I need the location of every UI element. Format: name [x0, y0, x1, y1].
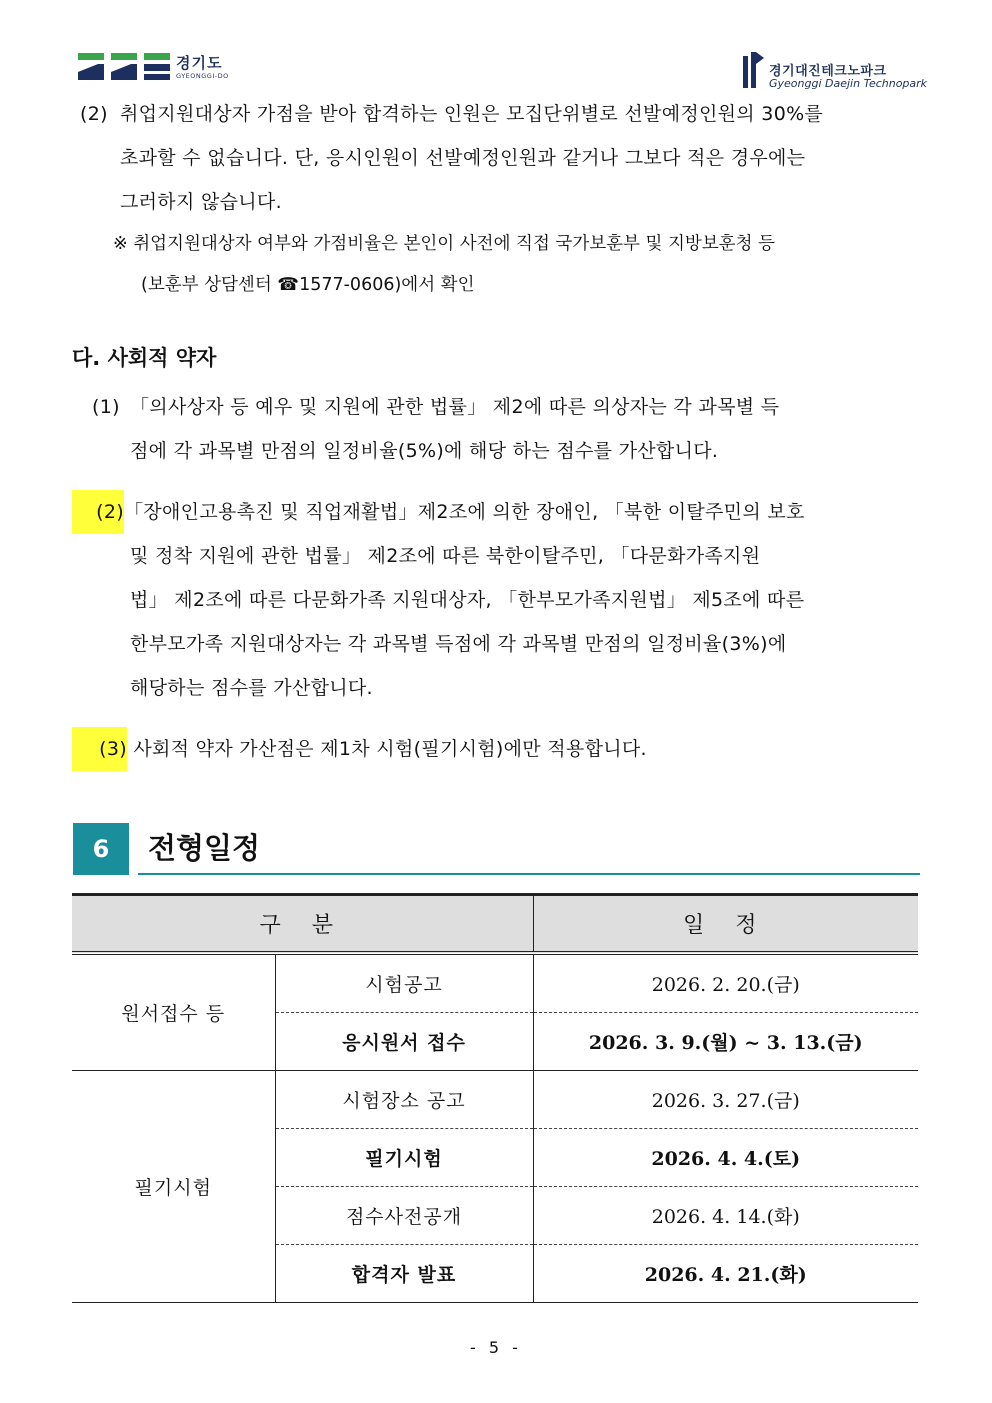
item-line: 및 정착 지원에 관한 법률」 제2조에 따른 북한이탈주민, 「다문화가족지원 — [130, 545, 761, 567]
schedule-date: 2026. 4. 4.(토) — [533, 1129, 918, 1187]
gyeonggi-logo-text: 경기도 — [176, 54, 223, 73]
schedule-date: 2026. 4. 21.(화) — [533, 1245, 918, 1303]
schedule-date: 2026. 3. 9.(월) ~ 3. 13.(금) — [533, 1013, 918, 1071]
technopark-logo-text: 경기대진테크노파크 — [769, 63, 887, 79]
technopark-logo-subtext: Gyeonggi Daejin Technopark — [769, 77, 928, 91]
intro-p2-line: 초과할 수 없습니다. 단, 응시인원이 선발예정인원과 같거나 그보다 적은 경우에는 — [120, 147, 806, 169]
schedule-table — [72, 893, 918, 1303]
section-title: 전형일정 — [148, 831, 261, 865]
section-underline — [138, 873, 920, 875]
item-number-highlighted: (3) — [72, 727, 127, 771]
section-da-item-2 — [72, 490, 922, 710]
item-line: 법」 제2조에 따른 다문화가족 지원대상자, 「한부모가족지원법」 제5조에 따른 — [130, 589, 805, 611]
item-line: 사회적 약자 가산점은 제1차 시험(필기시험)에만 적용합니다. — [133, 738, 647, 760]
schedule-item: 응시원서 접수 — [275, 1013, 533, 1071]
gyeonggi-logo — [78, 50, 229, 86]
table-header-category: 구 분 — [72, 895, 533, 954]
item-line: 「장애인고용촉진 및 직업재활법」제2조에 의한 장애인, 「북한 이탈주민의 보호 — [124, 501, 805, 523]
intro-p2-line: 그러하지 않습니다. — [120, 191, 282, 213]
item-line: 해당하는 점수를 가산합니다. — [130, 677, 373, 699]
page-number: - 5 - — [470, 1338, 522, 1357]
group-label: 원서접수 등 — [72, 953, 275, 1071]
item-line: 점에 각 과목별 만점의 일정비율(5%)에 해당 하는 점수를 가산합니다. — [130, 440, 719, 462]
item-line: 「의사상자 등 예우 및 지원에 관한 법률」 제2에 따른 의상자는 각 과목별 득 — [130, 396, 780, 418]
table-row — [72, 953, 918, 1013]
intro-paragraph-2 — [80, 92, 922, 224]
intro-note-line: ※ 취업지원대상자 여부와 가점비율은 본인이 사전에 직접 국가보훈부 및 지방보훈청 등 — [113, 234, 775, 254]
gyeonggi-logo-icon — [78, 50, 170, 86]
technopark-logo-icon — [743, 50, 765, 90]
gyeonggi-logo-subtext: GYEONGGI-DO — [176, 72, 229, 81]
schedule-item: 시험장소 공고 — [275, 1071, 533, 1129]
section-number-badge: 6 — [73, 823, 129, 875]
intro-note — [113, 224, 921, 306]
schedule-date: 2026. 4. 14.(화) — [533, 1187, 918, 1245]
item-number: (1) — [92, 396, 120, 418]
section-da-item-3 — [72, 727, 922, 771]
technopark-logo — [743, 50, 927, 90]
schedule-date: 2026. 3. 27.(금) — [533, 1071, 918, 1129]
item-line: 한부모가족 지원대상자는 각 과목별 득점에 각 과목별 만점의 일정비율(3%)에 — [130, 633, 787, 655]
schedule-item: 시험공고 — [275, 953, 533, 1013]
schedule-item: 합격자 발표 — [275, 1245, 533, 1303]
intro-p2-line: 취업지원대상자 가점을 받아 합격하는 인원은 모집단위별로 선발예정인원의 30%를 — [120, 103, 824, 125]
intro-p2-number: (2) — [80, 103, 108, 125]
schedule-item: 점수사전공개 — [275, 1187, 533, 1245]
section-da-item-1 — [92, 385, 922, 473]
intro-note-line: (보훈부 상담센터 ☎1577-0606)에서 확인 — [141, 275, 475, 295]
section-da-title: 다. 사회적 약자 — [72, 346, 217, 370]
table-row — [72, 1071, 918, 1129]
table-header-schedule: 일 정 — [533, 895, 918, 954]
group-label: 필기시험 — [72, 1071, 275, 1303]
schedule-item: 필기시험 — [275, 1129, 533, 1187]
schedule-date: 2026. 2. 20.(금) — [533, 953, 918, 1013]
item-number-highlighted: (2) — [72, 490, 124, 534]
